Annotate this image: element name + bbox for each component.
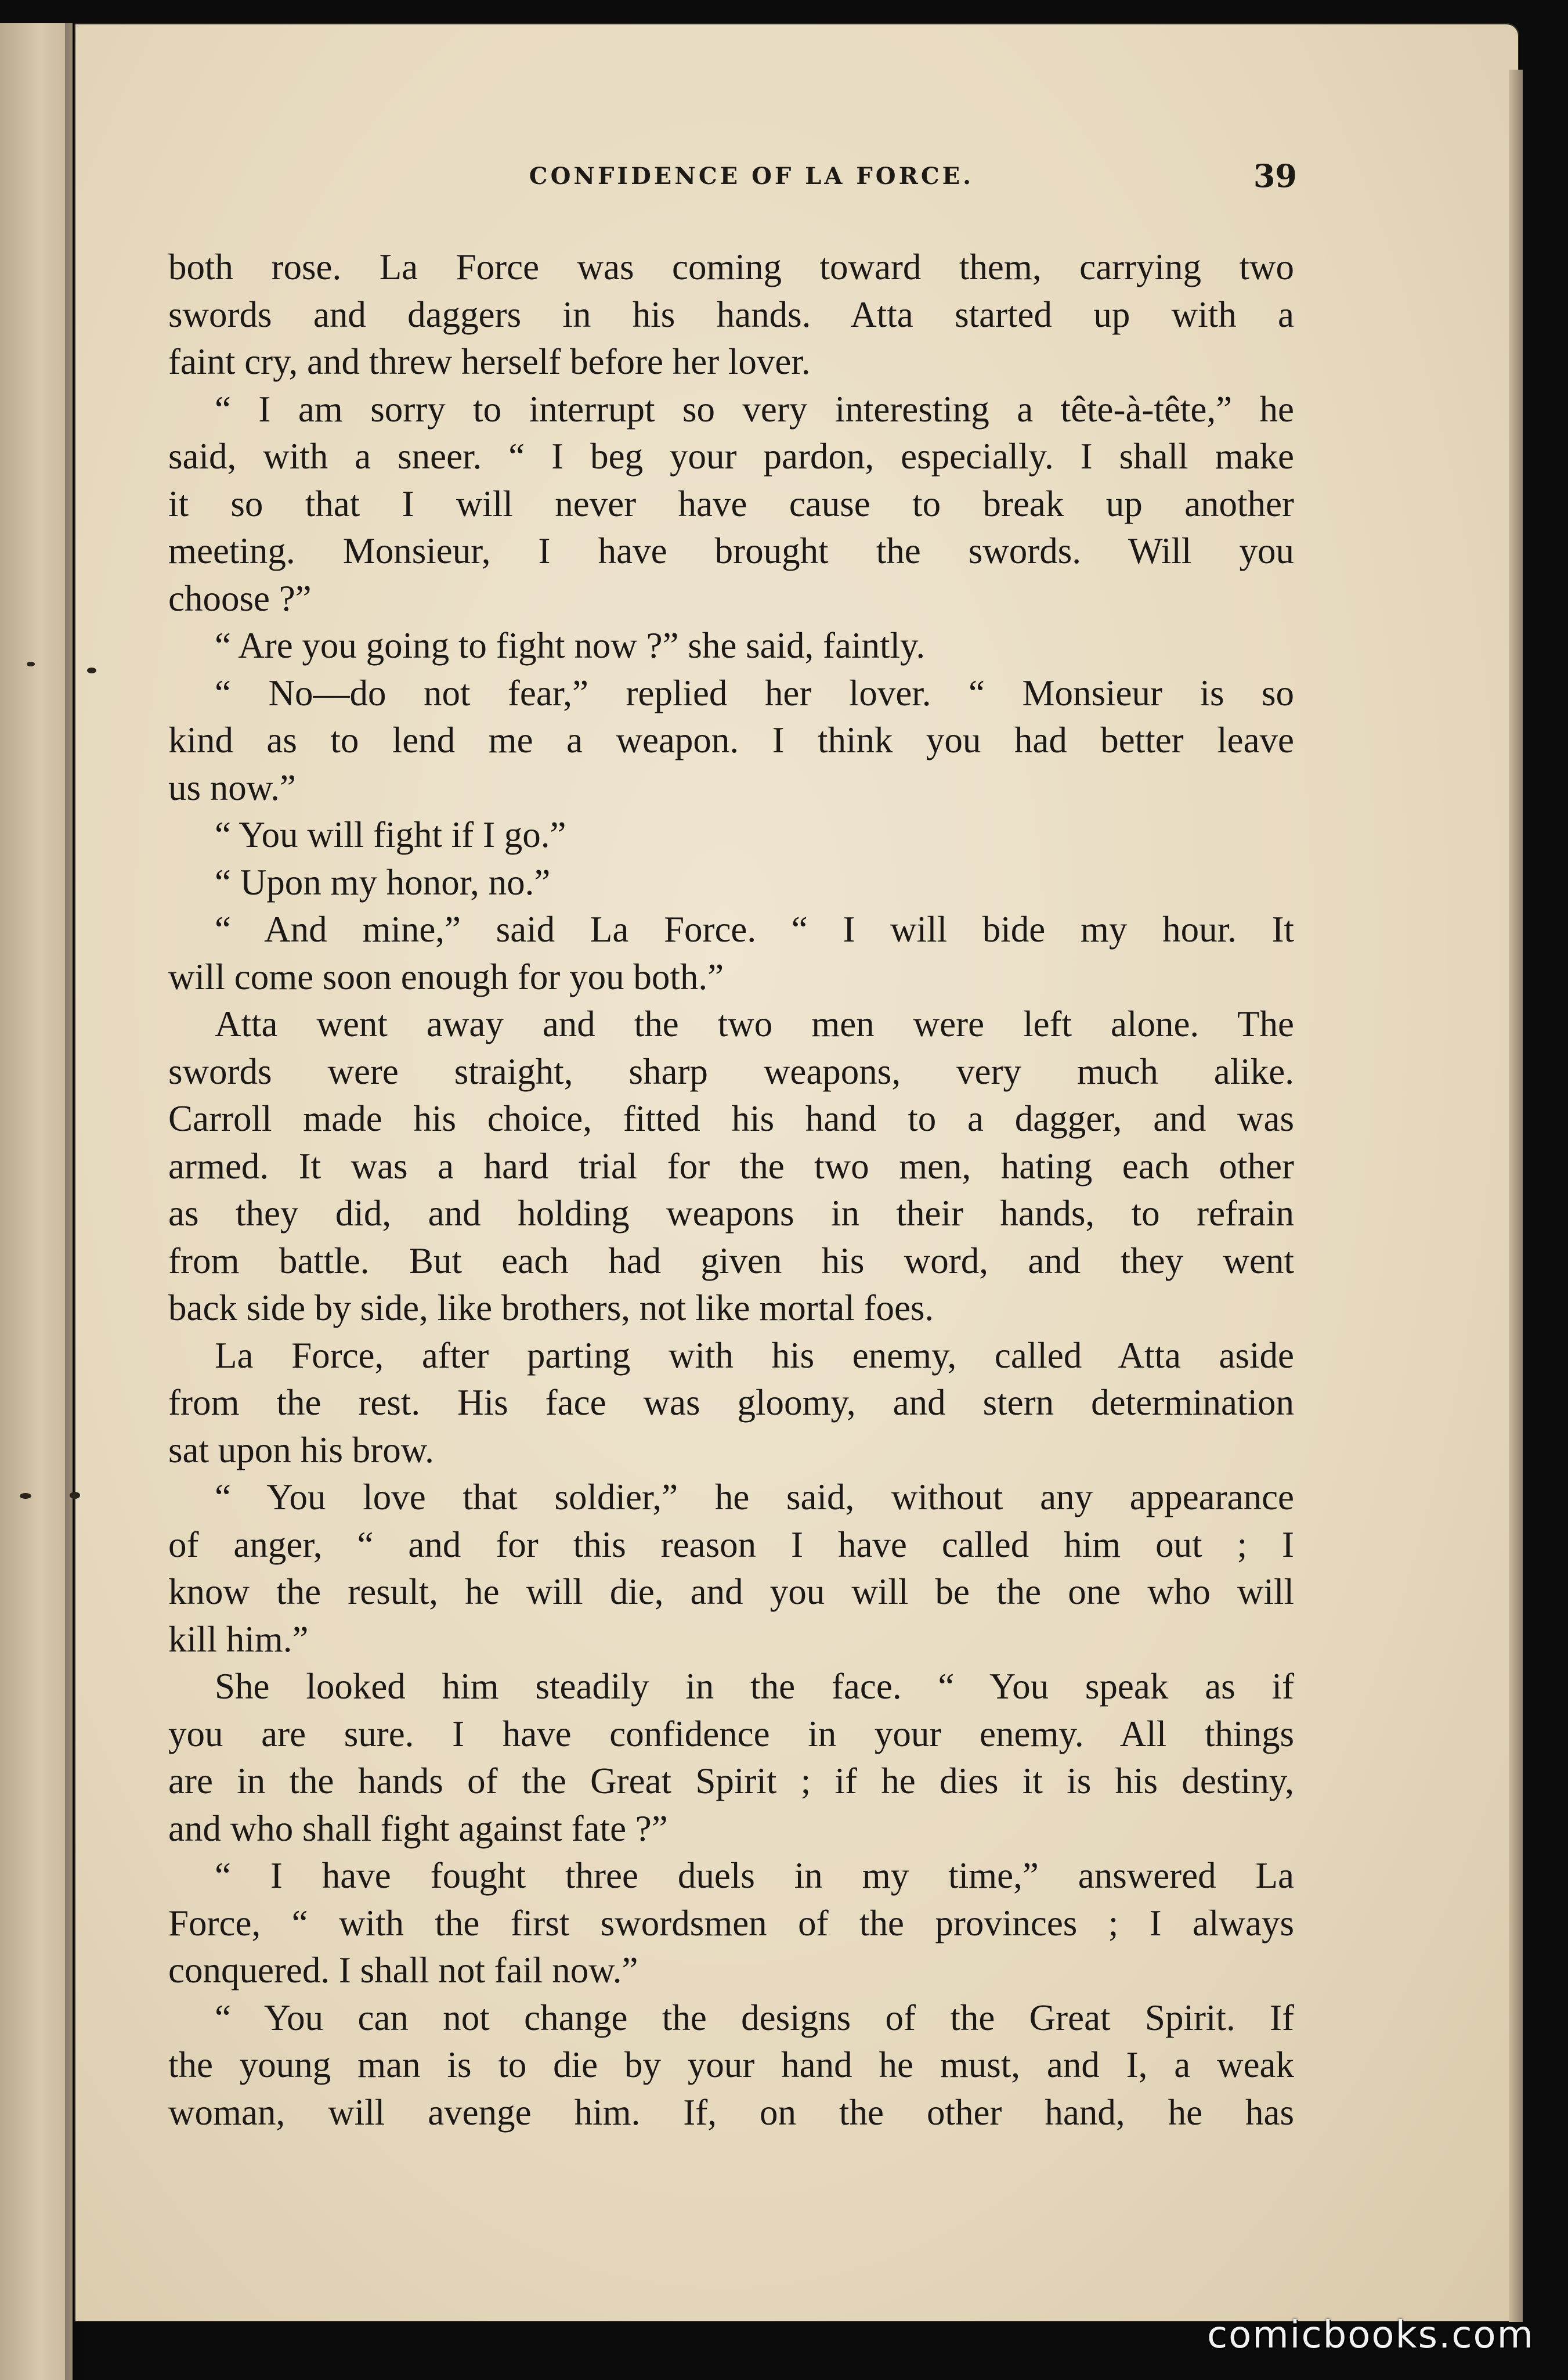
text-line: “ You can not change the designs of the Great Spirit. If [215, 1997, 1294, 2038]
text-line: conquered. I shall not fail now.” [168, 1950, 638, 1990]
text-line: She looked him steadily in the face. “ You speak as if [215, 1666, 1294, 1707]
text-line: know the result, he will die, and you will be the one who will [168, 1571, 1294, 1612]
text-line: kill him.” [168, 1618, 309, 1660]
ink-speck [27, 662, 35, 666]
text-line: armed. It was a hard trial for the two men, hating each other [168, 1145, 1294, 1187]
text-line: Atta went away and the two men were left alone. The [215, 1004, 1294, 1044]
text-line: it so that I will never have cause to break up another [168, 483, 1294, 524]
text-line: will come soon enough for you both.” [168, 956, 724, 997]
text-line: swords were straight, sharp weapons, very much alike. [168, 1051, 1294, 1092]
text-line: Carroll made his choice, fitted his hand to a dagger, and was [168, 1098, 1294, 1139]
ink-speck [70, 1492, 80, 1499]
text-line: us now.” [168, 767, 296, 808]
text-line: Force, “ with the first swordsmen of the provinces ; I always [168, 1902, 1294, 1943]
text-line: “ And mine,” said La Force. “ I will bide my hour. It [215, 909, 1294, 950]
text-line: La Force, after parting with his enemy, called Atta aside [215, 1335, 1294, 1376]
text-line: “ Upon my honor, no.” [215, 861, 551, 903]
text-line: kind as to lend me a weapon. I think you had better leave [168, 720, 1294, 760]
page-right-edge [1509, 70, 1523, 2322]
running-head [168, 156, 1297, 196]
text-line: meeting. Monsieur, I have brought the swords. Will you [168, 531, 1294, 571]
text-line: “ I have fought three duels in my time,” answered La [215, 1855, 1294, 1896]
text-line: sat upon his brow. [168, 1429, 434, 1470]
text-line: woman, will avenge him. If, on the other hand, he has [168, 2091, 1294, 2133]
ink-speck [20, 1493, 31, 1499]
text-line: “ You will fight if I go.” [215, 814, 566, 855]
text-line: from battle. But each had given his word, and they went [168, 1240, 1294, 1281]
previous-page-edge [0, 23, 73, 2380]
page-number: 39 [1253, 157, 1297, 194]
text-line: both rose. La Force was coming toward them, carrying two [168, 247, 1294, 287]
text-line: of anger, “ and for this reason I have called him out ; I [168, 1524, 1294, 1565]
text-line: the young man is to die by your hand he must, and I, a weak [168, 2044, 1294, 2085]
text-line: as they did, and holding weapons in their hands, to refrain [168, 1193, 1294, 1234]
ink-speck [87, 668, 96, 673]
text-line: faint cry, and threw herself before her lover. [168, 341, 811, 382]
text-line: “ You love that soldier,” he said, without any appearance [215, 1477, 1294, 1517]
text-line: “ No—do not fear,” replied her lover. “ Monsieur is so [215, 672, 1294, 713]
text-line: “ Are you going to fight now ?” she said, faintly. [215, 625, 926, 666]
text-line: are in the hands of the Great Spirit ; if he dies it is his destiny, [168, 1761, 1294, 1801]
text-line: swords and daggers in his hands. Atta started up with a [168, 294, 1294, 335]
text-line: “ I am sorry to interrupt so very interesting a tête-à-tête,” he [215, 388, 1294, 430]
text-line: from the rest. His face was gloomy, and stern determination [168, 1382, 1294, 1423]
watermark: comicbooks.com [1206, 2314, 1534, 2357]
text-line: and who shall fight against fate ?” [168, 1808, 668, 1849]
running-title: CONFIDENCE OF LA FORCE. [529, 162, 974, 190]
text-line: choose ?” [168, 578, 312, 619]
text-line: back side by side, like brothers, not like mortal foes. [168, 1288, 934, 1328]
body-text [168, 244, 1294, 2136]
text-line: you are sure. I have confidence in your enemy. All things [168, 1713, 1294, 1754]
text-line: said, with a sneer. “ I beg your pardon, especially. I shall make [168, 436, 1294, 477]
